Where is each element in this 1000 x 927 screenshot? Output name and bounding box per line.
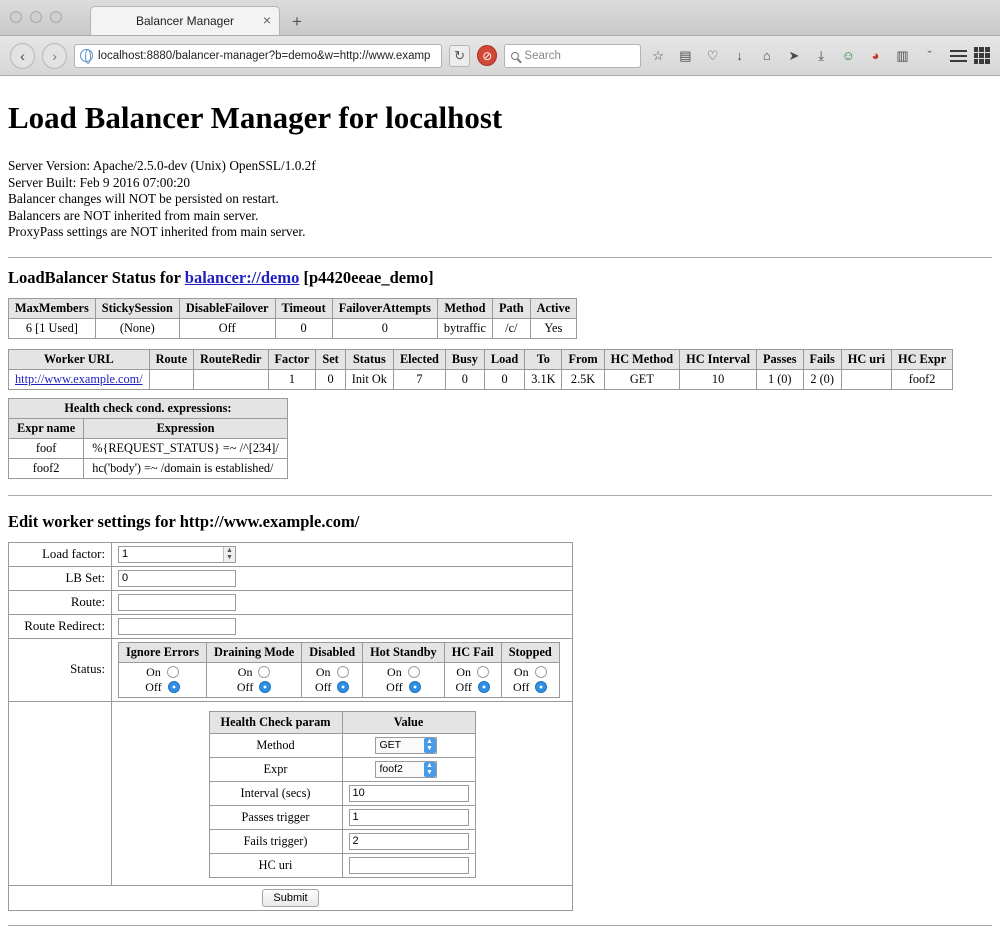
cell-set: 0 [316, 369, 345, 389]
page-content [0, 76, 1000, 927]
hc-method-select-wrap[interactable] [375, 737, 437, 754]
balancer-status-table [8, 298, 577, 339]
cell-hc-expr: foof2 [892, 369, 953, 389]
radio-icon[interactable] [337, 666, 349, 678]
table-header-row [119, 642, 560, 662]
apps-grid-icon[interactable] [974, 47, 990, 64]
radio-icon[interactable] [477, 666, 489, 678]
pocket-icon[interactable]: ♡ [706, 47, 719, 63]
menu-icon[interactable] [950, 50, 967, 62]
table-row [209, 805, 475, 829]
sync-icon[interactable]: ◕ [871, 48, 880, 63]
col-method: Method [437, 298, 492, 318]
stepper-arrows-icon[interactable]: ▲ ▼ [223, 547, 235, 562]
route-redirect-input[interactable] [118, 618, 236, 635]
table-row [119, 662, 560, 697]
radio-icon[interactable] [409, 681, 421, 693]
cell-load: 0 [484, 369, 524, 389]
col-hc-interval: HC Interval [680, 349, 757, 369]
col-routeredir: RouteRedir [194, 349, 268, 369]
hc-passes-label: Passes trigger [209, 805, 342, 829]
radio-off-stopped[interactable] [509, 680, 552, 695]
hc-expr-label: Expr [209, 757, 342, 781]
col-elected: Elected [393, 349, 445, 369]
form-row-lb-set [9, 566, 573, 590]
status-hot-standby [363, 662, 445, 697]
worker-settings-form [8, 542, 573, 911]
divider [8, 925, 992, 926]
status-stopped [501, 662, 559, 697]
search-icon [511, 52, 519, 60]
load-factor-label: Load factor: [9, 542, 112, 566]
load-factor-cell [112, 542, 573, 566]
off-label: Off [314, 679, 332, 694]
status-draining-mode [206, 662, 301, 697]
table-row [209, 853, 475, 877]
radio-icon[interactable] [535, 681, 547, 693]
col-fails: Fails [803, 349, 841, 369]
cell-disablefailover: Off [179, 318, 275, 338]
status-toggle-table [118, 642, 560, 698]
on-label: On [387, 664, 402, 679]
col-hc-expr: HC Expr [892, 349, 953, 369]
col-expr-name: Expr name [9, 418, 84, 438]
hc-expr-cell [342, 757, 475, 781]
col-hc-fail: HC Fail [444, 642, 501, 662]
table-header-row [209, 711, 475, 733]
form-row-route [9, 590, 573, 614]
cell-fails: 2 (0) [803, 369, 841, 389]
hc-uri-cell [342, 853, 475, 877]
worker-url-link[interactable]: http://www.example.com/ [15, 371, 143, 386]
on-label: On [237, 664, 253, 679]
route-redirect-cell [112, 614, 573, 638]
route-cell [112, 590, 573, 614]
cell-worker-url [9, 369, 150, 389]
home-icon[interactable]: ⌂ [762, 48, 771, 63]
cell-method: bytraffic [437, 318, 492, 338]
table-caption-row [9, 398, 288, 418]
radio-on-stopped[interactable] [509, 665, 552, 680]
chevron-down-icon[interactable]: ▲ ▼ [424, 762, 436, 777]
submit-button[interactable]: Submit [262, 889, 318, 907]
radio-icon[interactable] [259, 681, 271, 693]
off-label: Off [145, 679, 162, 694]
col-factor: Factor [268, 349, 316, 369]
col-hc-uri: HC uri [841, 349, 891, 369]
search-placeholder: Search [524, 49, 561, 62]
proxypass-note: ProxyPass settings are NOT inherited from main server. [8, 224, 306, 239]
hc-interval-label: Interval (secs) [209, 781, 342, 805]
on-label: On [456, 664, 472, 679]
cell-timeout: 0 [275, 318, 332, 338]
cell-active: Yes [530, 318, 576, 338]
cell-path: /c/ [493, 318, 531, 338]
reload-icon[interactable]: ↻ [449, 45, 470, 67]
radio-on-hc-fail[interactable] [452, 665, 494, 680]
table-row [9, 438, 288, 458]
hc-interval-cell [342, 781, 475, 805]
status-heading [8, 268, 992, 288]
cell-status: Init Ok [345, 369, 393, 389]
load-factor-stepper[interactable] [118, 546, 236, 563]
status-label: Status: [9, 638, 112, 701]
on-label: On [315, 664, 331, 679]
tab-balancer-manager[interactable] [90, 6, 280, 35]
col-active: Active [530, 298, 576, 318]
lb-set-label: LB Set: [9, 566, 112, 590]
chevron-down-icon[interactable]: ▲ ▼ [424, 738, 436, 753]
hc-expressions-caption: Health check cond. expressions: [9, 398, 288, 418]
forward-icon[interactable]: › [42, 43, 67, 69]
form-row-status [9, 638, 573, 701]
close-icon[interactable]: × [262, 12, 271, 28]
server-info [8, 158, 992, 241]
cell-hc-uri [841, 369, 891, 389]
cell-routeredir [194, 369, 268, 389]
on-label: On [513, 664, 529, 679]
lb-set-input[interactable] [118, 570, 236, 587]
col-route: Route [149, 349, 193, 369]
radio-on-disabled[interactable] [309, 665, 355, 680]
server-built: Server Built: Feb 9 2016 07:00:20 [8, 174, 191, 190]
maximize-window-button[interactable] [50, 11, 62, 23]
col-timeout: Timeout [275, 298, 332, 318]
col-load: Load [484, 349, 524, 369]
hc-passes-cell [342, 805, 475, 829]
tab-bar [0, 0, 1000, 36]
url-text: localhost:8880/balancer-manager?b=demo&w=http://www.examp [98, 49, 431, 62]
edit-worker-heading: Edit worker settings for http://www.example.com/ [8, 511, 360, 531]
status-heading-suffix: [p4420eeae_demo] [299, 267, 434, 287]
radio-icon[interactable] [478, 681, 490, 693]
radio-off-draining-mode[interactable] [214, 680, 294, 695]
cell-hc-interval: 10 [680, 369, 757, 389]
hc-uri-input[interactable] [349, 857, 469, 874]
col-draining-mode: Draining Mode [206, 642, 301, 662]
status-cell [112, 638, 573, 701]
form-row-submit [9, 885, 573, 910]
col-to: To [525, 349, 562, 369]
globe-icon [80, 49, 93, 62]
cell-route [149, 369, 193, 389]
chevron-down-icon[interactable]: ˇ [927, 48, 932, 63]
col-failoverattempts: FailoverAttempts [332, 298, 437, 318]
table-row [209, 757, 475, 781]
table-row [209, 829, 475, 853]
table-row [9, 318, 577, 338]
status-hc-fail [444, 662, 501, 697]
radio-off-hot-standby[interactable] [370, 680, 437, 695]
col-ignore-errors: Ignore Errors [119, 642, 207, 662]
form-row-route-redirect [9, 614, 573, 638]
send-tab-icon[interactable]: ➤ [788, 47, 800, 63]
cell-busy: 0 [445, 369, 484, 389]
window-controls[interactable] [10, 11, 62, 23]
route-label: Route: [9, 590, 112, 614]
cell-from: 2.5K [562, 369, 604, 389]
block-icon[interactable]: ⊘ [477, 45, 497, 66]
lb-set-cell [112, 566, 573, 590]
col-hc-param: Health Check param [209, 711, 342, 733]
radio-icon[interactable] [167, 666, 179, 678]
table-row [9, 369, 953, 389]
off-label: Off [386, 679, 403, 694]
form-row-health-check [9, 701, 573, 885]
cell-failoverattempts: 0 [332, 318, 437, 338]
col-hc-method: HC Method [604, 349, 680, 369]
radio-icon[interactable] [408, 666, 420, 678]
hc-uri-label: HC uri [209, 853, 342, 877]
hc-fails-label: Fails trigger) [209, 829, 342, 853]
health-check-spacer [9, 701, 112, 885]
hc-method-label: Method [209, 733, 342, 757]
col-path: Path [493, 298, 531, 318]
page-title: Load Balancer Manager for localhost [8, 100, 503, 135]
table-header-row [9, 349, 953, 369]
cell-maxmembers: 6 [1 Used] [9, 318, 96, 338]
table-header-row [9, 418, 288, 438]
cell-expr-name: foof [9, 438, 84, 458]
minimize-window-button[interactable] [30, 11, 42, 23]
hc-passes-input[interactable] [349, 809, 469, 826]
cell-expression: hc('body') =~ /domain is established/ [84, 458, 288, 478]
cell-to: 3.1K [525, 369, 562, 389]
new-tab-button[interactable]: + [292, 12, 302, 31]
server-version: Server Version: Apache/2.5.0-dev (Unix) OpenSSL/1.0.2f [8, 158, 316, 173]
health-check-param-table [209, 711, 476, 878]
status-heading-prefix: LoadBalancer Status for [8, 267, 185, 287]
col-status: Status [345, 349, 393, 369]
battery-icon[interactable]: ▥ [896, 47, 909, 63]
radio-on-draining-mode[interactable] [214, 665, 294, 680]
tab-label: Balancer Manager [135, 14, 235, 28]
health-check-cell [112, 701, 573, 885]
status-ignore-errors [119, 662, 207, 697]
cell-expr-name: foof2 [9, 458, 84, 478]
search-input[interactable] [504, 44, 641, 68]
table-row [209, 733, 475, 757]
hc-interval-input[interactable] [349, 785, 469, 802]
form-row-load-factor [9, 542, 573, 566]
radio-off-hc-fail[interactable] [452, 680, 494, 695]
col-expression: Expression [84, 418, 288, 438]
close-window-button[interactable] [10, 11, 22, 23]
radio-on-hot-standby[interactable] [370, 665, 437, 680]
radio-on-ignore-errors[interactable] [126, 665, 199, 680]
persist-note: Balancer changes will NOT be persisted on restart. [8, 191, 279, 206]
col-hot-standby: Hot Standby [363, 642, 445, 662]
cell-factor: 1 [268, 369, 316, 389]
on-label: On [146, 664, 161, 679]
inherit-note: Balancers are NOT inherited from main server. [8, 207, 259, 223]
off-label: Off [236, 679, 254, 694]
radio-off-disabled[interactable] [309, 680, 355, 695]
col-stopped: Stopped [501, 642, 559, 662]
radio-icon[interactable] [337, 681, 349, 693]
reader-mode-icon[interactable]: ▤ [679, 47, 692, 63]
downloads-icon[interactable]: ↓ [736, 48, 743, 63]
off-label: Off [455, 679, 472, 694]
off-label: Off [513, 679, 530, 694]
col-passes: Passes [757, 349, 803, 369]
divider [8, 495, 992, 496]
cell-elected: 7 [393, 369, 445, 389]
cell-hc-method: GET [604, 369, 680, 389]
route-input[interactable] [118, 594, 236, 611]
hc-fails-input[interactable] [349, 833, 469, 850]
balancer-link[interactable]: balancer://demo [184, 267, 300, 287]
radio-icon[interactable] [168, 681, 180, 693]
back-icon[interactable]: ‹ [10, 43, 35, 69]
radio-icon[interactable] [535, 666, 547, 678]
col-hc-value: Value [342, 711, 475, 733]
hc-method-cell [342, 733, 475, 757]
col-worker-url: Worker URL [9, 349, 150, 369]
status-disabled [302, 662, 363, 697]
route-redirect-label: Route Redirect: [9, 614, 112, 638]
table-header-row [9, 298, 577, 318]
col-set: Set [316, 349, 345, 369]
load-factor-input[interactable] [118, 546, 236, 563]
address-bar[interactable] [74, 44, 442, 68]
cell-passes: 1 (0) [757, 369, 803, 389]
navigation-toolbar [0, 36, 1000, 76]
radio-off-ignore-errors[interactable] [126, 680, 199, 695]
table-row [9, 458, 288, 478]
col-busy: Busy [445, 349, 484, 369]
hc-fails-cell [342, 829, 475, 853]
hc-expressions-table [8, 398, 288, 479]
col-maxmembers: MaxMembers [9, 298, 96, 318]
smiley-icon[interactable]: ☺ [841, 48, 855, 63]
col-stickysession: StickySession [95, 298, 179, 318]
cell-stickysession: (None) [95, 318, 179, 338]
hc-expr-select-wrap[interactable] [375, 761, 437, 778]
bookmark-star-icon[interactable]: ☆ [652, 47, 665, 63]
cell-expression: %{REQUEST_STATUS} =~ /^[234]/ [84, 438, 288, 458]
save-page-icon[interactable]: ⤓ [818, 47, 824, 63]
col-disabled: Disabled [302, 642, 363, 662]
table-row [209, 781, 475, 805]
radio-icon[interactable] [258, 666, 270, 678]
col-from: From [562, 349, 604, 369]
divider [8, 257, 992, 258]
submit-cell [9, 885, 573, 910]
worker-table [8, 349, 953, 390]
col-disablefailover: DisableFailover [179, 298, 275, 318]
